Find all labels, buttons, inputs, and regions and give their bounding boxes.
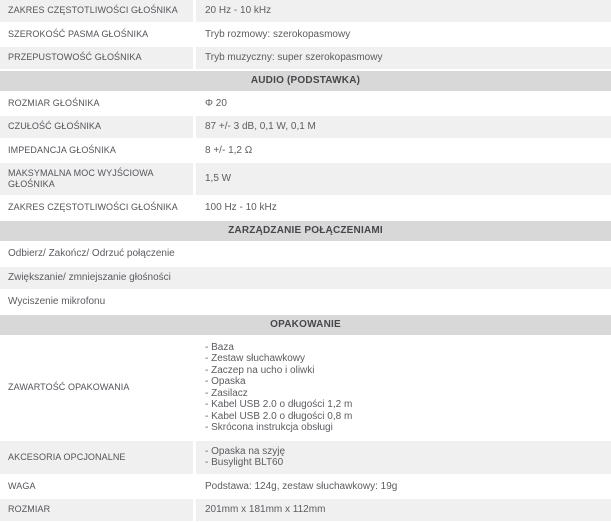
spec-value: Tryb muzyczny: super szerokopasmowy [205, 52, 383, 63]
table-row [0, 499, 611, 523]
table-row: Zwiększanie/ zmniejszanie głośności [0, 267, 611, 291]
table-row: Odbierz/ Zakończ/ Odrzuć połączenie [0, 243, 611, 267]
table-row [0, 441, 611, 476]
spec-value: 87 +/- 3 dB, 0,1 W, 0,1 M [205, 121, 316, 132]
spec-label: ROZMIAR [0, 499, 196, 521]
spec-label: ZAKRES CZĘSTOTLIWOŚCI GŁOŚNIKA [0, 0, 196, 22]
spec-value: 8 +/- 1,2 Ω [205, 144, 253, 156]
value-line: - Zestaw słuchawkowy [205, 353, 306, 364]
table-row [0, 47, 611, 71]
spec-label: MAKSYMALNA MOC WYJŚCIOWA GŁOŚNIKA [0, 163, 196, 195]
table-row [0, 197, 611, 221]
value-line: - Zasilacz [205, 387, 248, 399]
value-line: - Baza [205, 341, 234, 353]
spec-value [196, 476, 611, 498]
spec-value [196, 441, 611, 474]
table-row [0, 0, 611, 24]
value-line: - Zaczep na ucho i oliwki [205, 364, 315, 376]
table-row [0, 476, 611, 500]
section-header-audio: AUDIO (PODSTAWKA) [0, 71, 611, 93]
table-row [0, 24, 611, 48]
spec-label: ZAWARTOŚĆ OPAKOWANIA [0, 337, 196, 439]
spec-value [196, 337, 611, 439]
spec-label: CZUŁOŚĆ GŁOŚNIKA [0, 116, 196, 138]
value-line: - Skrócona instrukcja obsługi [205, 422, 333, 433]
spec-value: Tryb rozmowy: szerokopasmowy [205, 28, 351, 40]
spec-label: IMPEDANCJA GŁOŚNIKA [0, 140, 196, 162]
table-row [0, 116, 611, 140]
value-line: Podstawa: 124g, zestaw słuchawkowy: 19g [205, 480, 398, 492]
table-row [0, 140, 611, 164]
value-line: - Kabel USB 2.0 o długości 1,2 m [205, 399, 353, 410]
spec-value: 20 Hz - 10 kHz [205, 5, 272, 16]
spec-label: PRZEPUSTOWOŚĆ GŁOŚNIKA [0, 47, 196, 69]
spec-label: ROZMIAR GŁOŚNIKA [0, 93, 196, 115]
spec-value [196, 499, 611, 521]
value-line: - Kabel USB 2.0 o długości 0,8 m [205, 410, 353, 422]
table-row [0, 337, 611, 441]
table-row [0, 93, 611, 117]
table-row: Wyciszenie mikrofonu [0, 291, 611, 315]
value-line: - Opaska na szyję [205, 445, 286, 457]
spec-value: 100 Hz - 10 kHz [205, 202, 277, 213]
table-row [0, 163, 611, 197]
value-line: 201mm x 181mm x 112mm [205, 504, 326, 515]
section-header-call-management: ZARZĄDZANIE POŁĄCZENIAMI [0, 221, 611, 243]
spec-value: 1,5 W [205, 173, 232, 185]
spec-label: ZAKRES CZĘSTOTLIWOŚCI GŁOŚNIKA [0, 197, 196, 219]
section-header-packaging: OPAKOWANIE [0, 315, 611, 337]
value-line: - Busylight BLT60 [205, 457, 284, 468]
spec-value: Φ 20 [205, 97, 227, 109]
spec-label: AKCESORIA OPCJONALNE [0, 441, 196, 474]
spec-label: SZEROKOŚĆ PASMA GŁOŚNIKA [0, 24, 196, 46]
value-line: - Opaska [205, 376, 246, 387]
spec-label: WAGA [0, 476, 196, 498]
